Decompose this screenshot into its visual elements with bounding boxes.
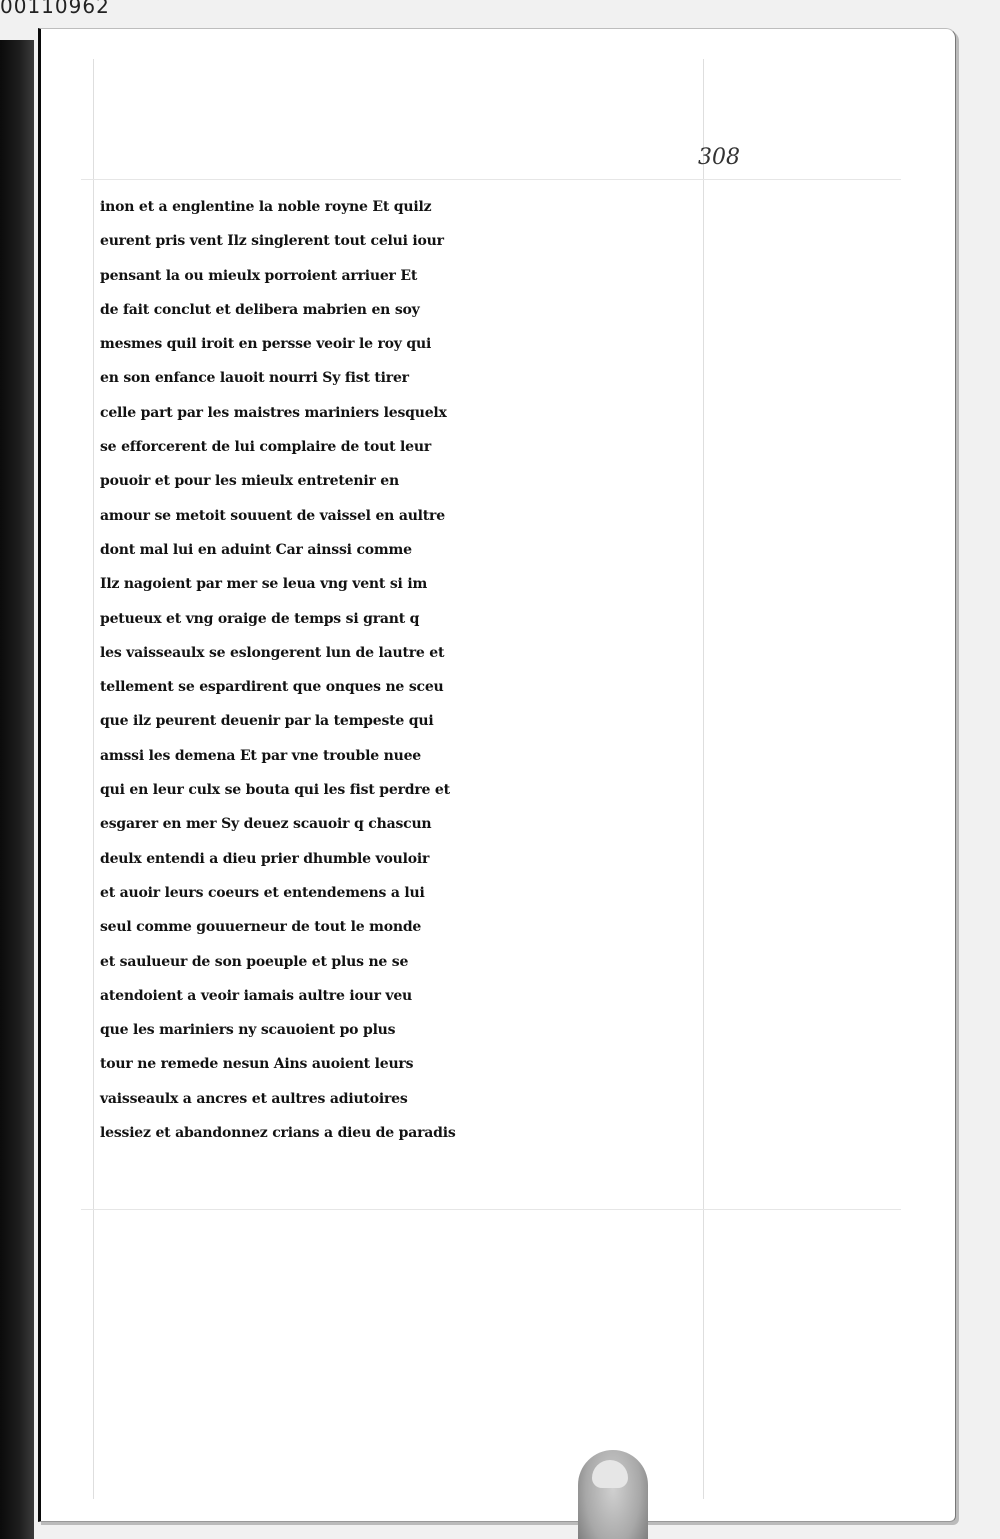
folio-number: 308 [698,145,740,170]
manuscript-line: vaisseaulx a ancres et aultres adiutoires [100,1090,408,1107]
manuscript-line: pouoir et pour les mieulx entretenir en [100,473,399,490]
manuscript-line: et auoir leurs coeurs et entendemens a lui [100,884,425,901]
manuscript-line: Ilz nagoient par mer se leua vng vent si im [100,576,428,593]
manuscript-line: atendoient a veoir iamais aultre iour veu [100,987,413,1004]
manuscript-line: lessiez et abandonnez crians a dieu de paradis [100,1125,456,1142]
manuscript-line: que ilz peurent deuenir par la tempeste qui [100,713,434,730]
manuscript-line: esgarer en mer Sy deuez scauoir q chascun [100,816,432,833]
manuscript-line: mesmes quil iroit en persse veoir le roy qui [100,336,432,353]
ruling-line-left [93,59,94,1499]
thumbnail-nail [592,1460,628,1488]
manuscript-text-block [100,190,720,1150]
manuscript-line: en son enfance lauoit nourri Sy fist tirer [100,370,409,387]
manuscript-line: eurent pris vent Ilz singlerent tout celui iour [100,233,444,250]
manuscript-line: dont mal lui en aduint Car ainssi comme [100,541,412,558]
manuscript-line: tellement se espardirent que onques ne sceu [100,679,444,696]
manuscript-line: inon et a englentine la noble royne Et quilz [100,199,432,215]
ruling-line-top [81,179,901,180]
manuscript-line: celle part par les maistres mariniers lesquelx [100,404,447,421]
manuscript-line: et saulueur de son poeuple et plus ne se [100,953,409,970]
manuscript-line: deulx entendi a dieu prier dhumble vouloir [100,850,430,867]
manuscript-line: pensant la ou mieulx porroient arriuer Et [100,267,418,284]
manuscript-line: petueux et vng oraige de temps si grant q [100,610,420,627]
manuscript-line: de fait conclut et delibera mabrien en soy [100,301,420,318]
manuscript-line: que les mariniers ny scauoient po plus [100,1022,396,1039]
manuscript-line: seul comme gouuerneur de tout le monde [100,919,422,936]
manuscript-line: amssi les demena Et par vne trouble nuee [100,747,422,764]
book-binding-edge [0,40,34,1539]
scan-identifier: 00110962 [0,0,110,18]
manuscript-line: amour se metoit souuent de vaissel en aultre [100,507,445,524]
manuscript-line: qui en leur culx se bouta qui les fist perdre et [100,782,450,799]
ruling-line-bottom [81,1209,901,1210]
holding-thumb [578,1450,648,1539]
manuscript-line: tour ne remede nesun Ains auoient leurs [100,1056,414,1073]
manuscript-line: se efforcerent de lui complaire de tout leur [100,439,432,456]
manuscript-line: les vaisseaulx se eslongerent lun de lautre et [100,644,445,661]
